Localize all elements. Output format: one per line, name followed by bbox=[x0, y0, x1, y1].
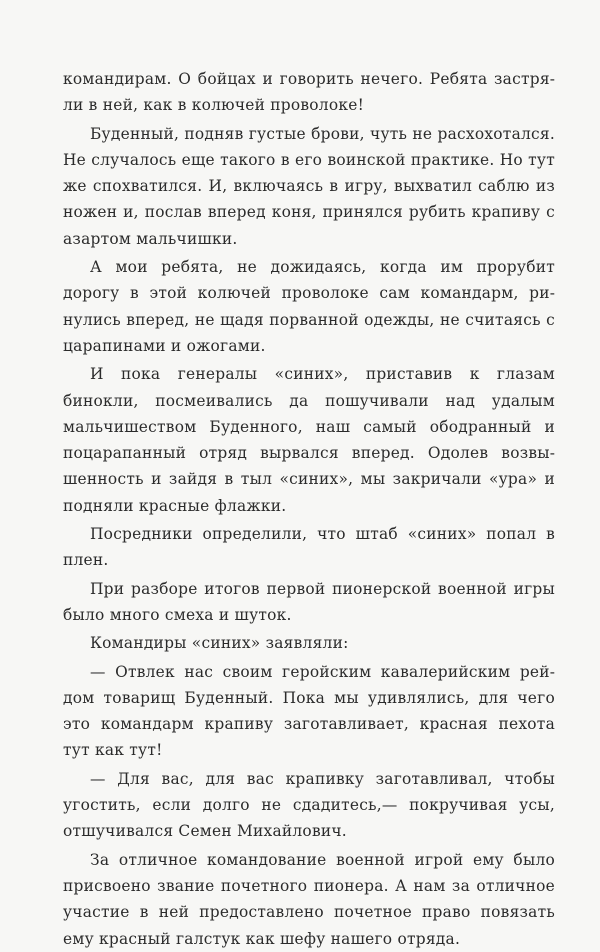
paragraph: — Отвлек нас своим геройским кавалерийским рейдом товарищ Буденный. Пока мы удивлялись, для чего это командарм крапиву заготавливает, красная пехота тут как тут! bbox=[63, 662, 555, 760]
paragraph: командирам. О бойцах и говорить нечего. Ребята застряли в ней, как в колючей проволоке! bbox=[63, 70, 555, 115]
paragraph: При разборе итогов первой пионерской военной игры было много смеха и шуток. bbox=[63, 579, 555, 624]
paragraph: И пока генералы «синих», приставив к глазам бинокли, посмеивались да пошучивали над удалым мальчишеством Буденного, наш самый ободранный и поцарапанный отряд вырвался вперед. Одолев возвышенность и зайдя в тыл «синих», мы закричали «ура» и подняли красные флажки. bbox=[63, 365, 555, 515]
paragraph: Командиры «синих» заявляли: bbox=[90, 634, 349, 653]
paragraph: Буденный, подняв густые брови, чуть не расхохотался. Не случалось еще такого в его воинской практике. Но тут же спохватился. И, включаясь в игру, выхватил саблю из ножен и, послав вперед коня, принялся рубить крапиву с азартом мальчишки. bbox=[63, 124, 555, 248]
paragraph: За отличное командование военной игрой ему было присвоено звание почетного пионера. А нам за отличное участие в ней предоставлено почетное право повязать ему красный галстук как шефу нашего отряда. bbox=[63, 850, 555, 948]
paragraph: Посредники определили, что штаб «синих» попал в плен. bbox=[63, 525, 555, 570]
paragraph: — Для вас, для вас крапивку заготавливал, чтобы угостить, если долго не сдадитесь,— покручивая усы, отшучивался Семен Михайлович. bbox=[63, 769, 555, 841]
page-text bbox=[63, 66, 555, 952]
paragraph: А мои ребята, не дожидаясь, когда им прорубит дорогу в этой колючей проволоке сам командарм, ринулись вперед, не щадя порванной одежды, не считаясь с царапинами и ожогами. bbox=[63, 258, 555, 355]
